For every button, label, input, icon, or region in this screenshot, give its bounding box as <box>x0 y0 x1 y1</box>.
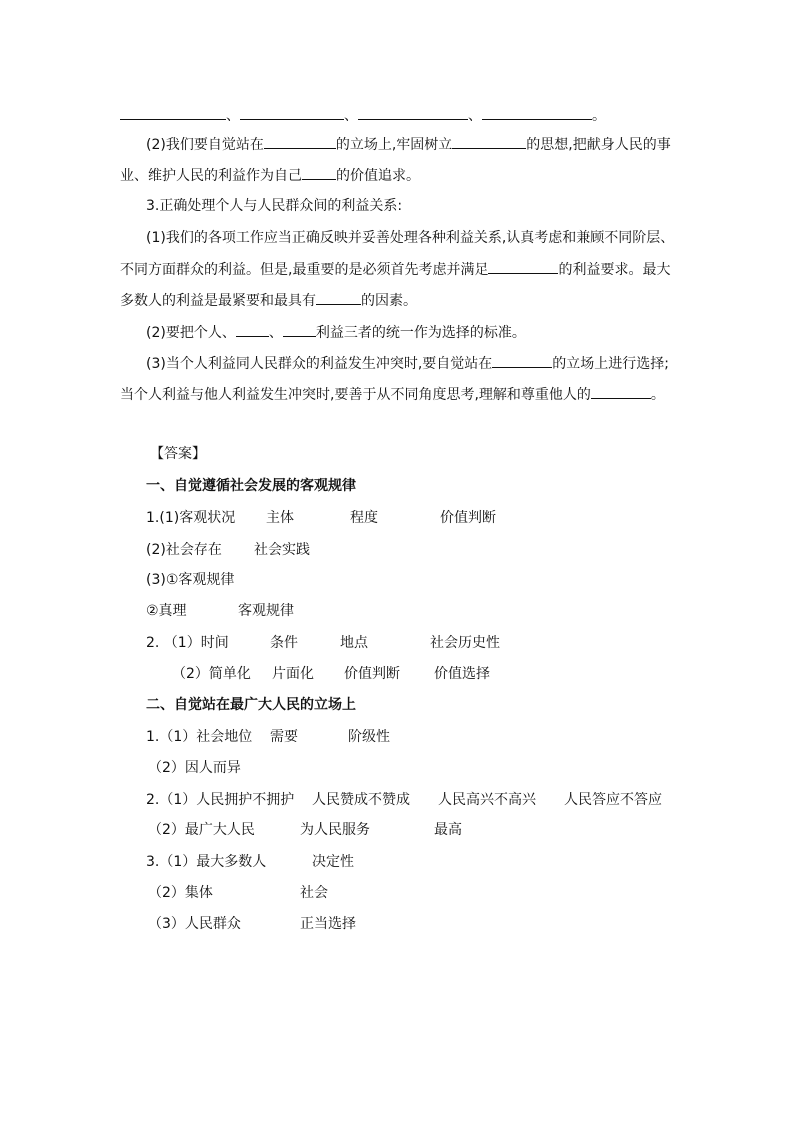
answer-blank[interactable] <box>452 135 526 149</box>
answer-item: 条件 <box>270 635 298 651</box>
question-text: 多数人的利益是最紧要和最具有 <box>120 293 316 309</box>
question-text: 、 <box>268 325 283 341</box>
separator: 、 <box>226 108 240 124</box>
question-3-1-line-3 <box>120 291 417 310</box>
question-3-1-line-2 <box>120 260 670 279</box>
answer-item: 需要 <box>270 729 298 745</box>
question-text: 的立场上进行选择; <box>552 356 669 372</box>
answer-item: （2）简单化 <box>172 666 251 682</box>
question-3-3-line-2 <box>120 385 665 404</box>
answer-blank[interactable] <box>236 323 269 337</box>
question-2-line-1 <box>146 135 671 154</box>
question-text: 的思想,把献身人民的事 <box>526 137 671 153</box>
answer-item: 最高 <box>434 822 462 838</box>
answer-blank[interactable] <box>492 354 552 368</box>
answer-blank[interactable] <box>316 291 361 305</box>
question-3-2 <box>146 323 526 342</box>
answer-item: 2. （1）时间 <box>146 635 229 651</box>
answer-item: 3.（1）最大多数人 <box>146 854 267 870</box>
answer-blank[interactable] <box>302 166 336 180</box>
blank-row-1 <box>120 106 606 125</box>
question-text: 当个人利益与他人利益发生冲突时,要善于从不同角度思考,理解和尊重他人的 <box>120 387 591 403</box>
answer-item: 主体 <box>266 510 294 526</box>
answer-blank[interactable] <box>488 260 558 274</box>
separator: 、 <box>468 108 482 124</box>
answer-item: 地点 <box>340 635 368 651</box>
section-title-2: 二、自觉站在最广大人民的立场上 <box>146 697 356 713</box>
question-text: 。 <box>650 387 665 403</box>
separator: 、 <box>344 108 358 124</box>
answer-item: 程度 <box>350 510 378 526</box>
answer-item: 1.（1）社会地位 <box>146 729 253 745</box>
answer-item: (2)社会存在 <box>146 542 222 558</box>
answer-item: 价值判断 <box>344 666 400 682</box>
answer-item: 为人民服务 <box>300 822 370 838</box>
question-text: 的立场上,牢固树立 <box>335 137 453 153</box>
answer-blank[interactable] <box>358 106 468 120</box>
answer-item: 客观规律 <box>238 603 294 619</box>
answer-header: 【答案】 <box>150 446 206 462</box>
question-text: 的利益要求。最大 <box>558 262 671 278</box>
question-2-line-2 <box>120 166 420 185</box>
question-text: 不同方面群众的利益。但是,最重要的是必须首先考虑并满足 <box>120 262 489 278</box>
question-text: 利益三者的统一作为选择的标准。 <box>315 325 526 341</box>
question-text: 业、维护人民的利益作为自己 <box>120 168 302 184</box>
answer-blank[interactable] <box>120 106 226 120</box>
question-text: (3)当个人利益同人民群众的利益发生冲突时,要自觉站在 <box>146 356 493 372</box>
answer-item: 社会实践 <box>254 542 310 558</box>
answer-item: 人民高兴不高兴 <box>438 792 536 808</box>
question-text: (2)要把个人、 <box>146 325 236 341</box>
answer-item: 社会 <box>300 885 328 901</box>
answer-item: 人民答应不答应 <box>564 792 662 808</box>
answer-item: 社会历史性 <box>430 635 500 651</box>
question-text: (2)我们要自觉站在 <box>146 137 264 153</box>
answer-item: ②真理 <box>146 603 187 619</box>
question-3-3-line-1 <box>146 354 669 373</box>
answer-blank[interactable] <box>482 106 592 120</box>
answer-item: (3)①客观规律 <box>146 572 235 588</box>
section-title-1: 一、自觉遵循社会发展的客观规律 <box>146 478 356 494</box>
answer-item: 价值判断 <box>440 510 496 526</box>
question-text: 的因素。 <box>361 293 417 309</box>
answer-item: 决定性 <box>312 854 354 870</box>
answer-item: 正当选择 <box>300 916 356 932</box>
answer-item: 阶级性 <box>348 729 390 745</box>
answer-item: （2）因人而异 <box>148 760 241 776</box>
answer-item: （3）人民群众 <box>148 916 241 932</box>
answer-item: （2）最广大人民 <box>148 822 255 838</box>
question-3-1-line-1: (1)我们的各项工作应当正确反映并妥善处理各种利益关系,认真考虑和兼顾不同阶层、 <box>146 230 675 246</box>
answer-item: （2）集体 <box>148 885 213 901</box>
separator: 。 <box>592 108 606 124</box>
answer-blank[interactable] <box>591 385 651 399</box>
answer-item: 1.(1)客观状况 <box>146 510 236 526</box>
answer-item: 人民赞成不赞成 <box>312 792 410 808</box>
answer-blank[interactable] <box>283 323 316 337</box>
question-3-title: 3.正确处理个人与人民群众间的利益关系: <box>146 198 403 214</box>
answer-blank[interactable] <box>240 106 344 120</box>
answer-item: 价值选择 <box>434 666 490 682</box>
answer-item: 片面化 <box>272 666 314 682</box>
question-text: 的价值追求。 <box>336 168 420 184</box>
answer-blank[interactable] <box>264 135 336 149</box>
answer-item: 2.（1）人民拥护不拥护 <box>146 792 295 808</box>
